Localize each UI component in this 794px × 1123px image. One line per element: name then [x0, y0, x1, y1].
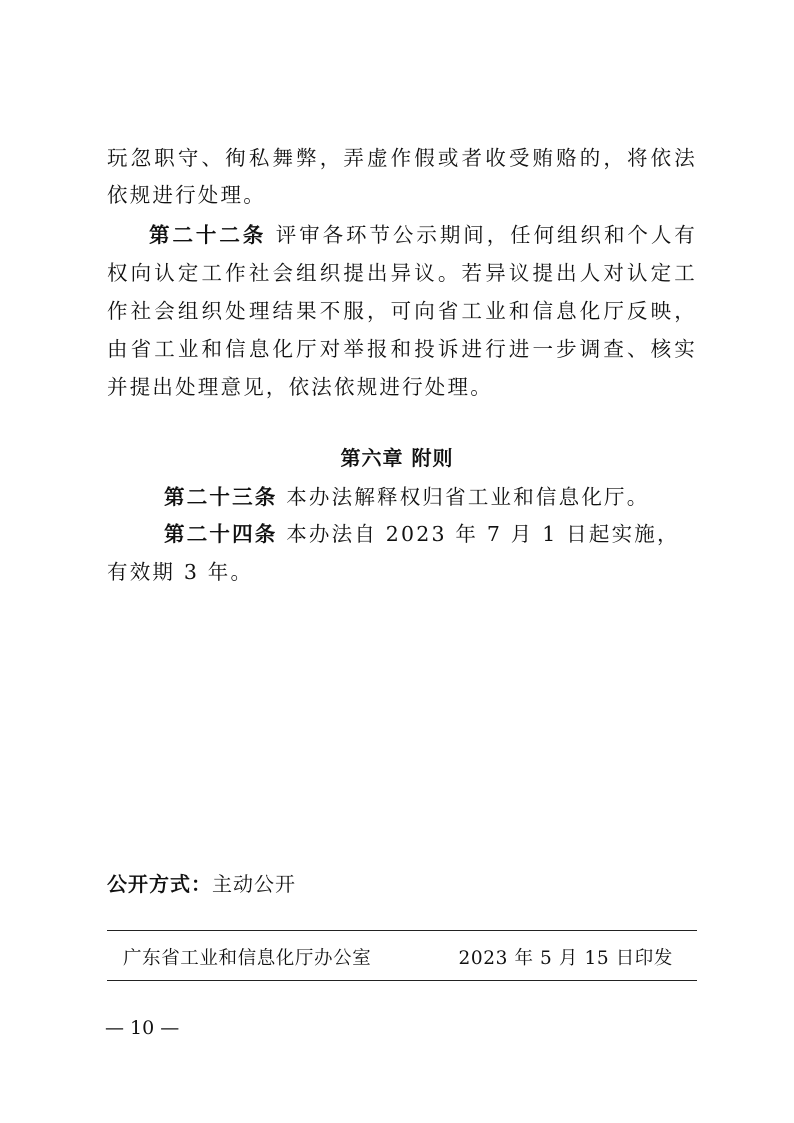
disclosure-line — [107, 868, 296, 897]
article-24-text: 本办法自 2023 年 7 月 1 日起实施，有效期 3 年。 — [107, 522, 680, 584]
chapter-heading: 第六章 附则 — [340, 446, 454, 470]
article-23-text: 本办法解释权归省工业和信息化厅。 — [286, 485, 650, 509]
footer-top-rule — [107, 930, 697, 931]
article-23-label: 第二十三条 — [164, 485, 278, 509]
disclosure-label: 公开方式： — [107, 872, 212, 896]
article-22-text: 评审各环节公示期间，任何组织和个人有权向认定工作社会组织提出异议。若异议提出人对认定工作社会组织处理结果不服，可向省工业和信息化厅反映，由省工业和信息化厅对举报和投诉进行进一步调查、核实并提出处理意见，依法依规进行处理。 — [107, 223, 697, 399]
footer-date: 2023 年 5 月 15 日印发 — [458, 948, 673, 969]
footer-issuer: 广东省工业和信息化厅办公室 — [123, 948, 372, 969]
article-22 — [107, 216, 697, 406]
disclosure-value: 主动公开 — [212, 872, 296, 896]
article-23 — [107, 478, 697, 516]
page-number: — 10 — — [105, 1017, 180, 1039]
paragraph-continuation: 玩忽职守、徇私舞弊，弄虚作假或者收受贿赂的，将依法依规进行处理。 — [107, 146, 697, 207]
article-24 — [107, 515, 697, 591]
article-24-label: 第二十四条 — [164, 522, 278, 546]
article-22-label: 第二十二条 — [149, 223, 267, 247]
footer-bottom-rule — [107, 980, 697, 981]
